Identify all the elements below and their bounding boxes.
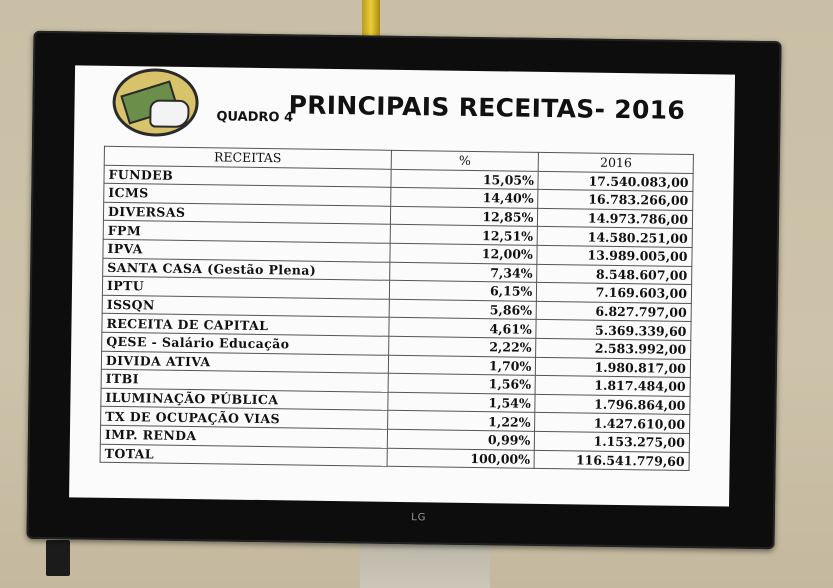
row-name: ITBI: [101, 369, 388, 392]
row-value: 7.169.603,00: [537, 283, 692, 304]
row-percent: 7,34%: [389, 262, 537, 283]
row-percent: 0,99%: [387, 429, 535, 450]
row-name: DIVERSAS: [103, 202, 390, 225]
row-value: 5.369.339,60: [536, 320, 691, 341]
row-name: DIVIDA ATIVA: [101, 351, 388, 374]
row-percent: 15,05%: [391, 169, 539, 190]
column-header-2016: 2016: [539, 152, 694, 173]
row-value: 14.580.251,00: [538, 227, 693, 248]
row-percent: 12,51%: [390, 225, 538, 246]
row-value: 16.783.266,00: [538, 190, 693, 211]
row-value: 8.548.607,00: [537, 264, 692, 285]
row-name: RECEITA DE CAPITAL: [102, 314, 389, 337]
row-percent: 1,22%: [387, 411, 535, 432]
row-percent: 12,85%: [390, 206, 538, 227]
slide-title: PRINCIPAIS RECEITAS- 2016: [288, 90, 686, 125]
row-name: FUNDEB: [104, 165, 391, 188]
column-header-percent: %: [391, 150, 539, 171]
row-percent: 2,22%: [388, 336, 536, 357]
row-value: 1.427.610,00: [535, 413, 690, 434]
row-percent: 100,00%: [387, 448, 535, 469]
hand-icon: [149, 99, 189, 128]
row-value: 13.989.005,00: [537, 245, 692, 266]
row-value: 2.583.992,00: [536, 338, 691, 359]
row-value: 1.796.864,00: [535, 394, 690, 415]
television: [26, 31, 781, 549]
row-name: IMP. RENDA: [100, 425, 387, 448]
row-percent: 1,56%: [388, 373, 536, 394]
row-name: IPVA: [103, 239, 390, 262]
row-percent: 6,15%: [389, 280, 537, 301]
row-name: TOTAL: [100, 444, 387, 467]
row-name: ILUMINAÇÃO PÚBLICA: [101, 388, 388, 411]
row-value: 17.540.083,00: [538, 171, 693, 192]
cable-plug: [46, 540, 70, 576]
row-value: 6.827.797,00: [536, 301, 691, 322]
row-name: ISSQN: [102, 295, 389, 318]
row-value: 1.153.275,00: [535, 431, 690, 452]
row-name: IPTU: [102, 276, 389, 299]
tv-screen: [69, 65, 735, 506]
revenue-table: [100, 146, 694, 471]
row-value: 1.980.817,00: [536, 357, 691, 378]
slide-label: QUADRO 4: [216, 109, 294, 126]
column-header-receitas: RECEITAS: [104, 146, 391, 169]
row-name: ICMS: [104, 183, 391, 206]
row-percent: 4,61%: [389, 318, 537, 339]
row-name: FPM: [103, 221, 390, 244]
tv-stand: [360, 544, 490, 588]
row-percent: 5,86%: [389, 299, 537, 320]
row-percent: 14,40%: [390, 187, 538, 208]
row-name: SANTA CASA (Gestão Plena): [103, 258, 390, 281]
row-name: QESE - Salário Educação: [102, 332, 389, 355]
row-value: 14.973.786,00: [538, 208, 693, 229]
hand-with-money-icon: [112, 68, 199, 137]
row-percent: 1,70%: [388, 355, 536, 376]
row-value: 1.817.484,00: [535, 375, 690, 396]
row-percent: 12,00%: [390, 243, 538, 264]
row-name: TX DE OCUPAÇÃO VIAS: [101, 407, 388, 430]
row-value: 116.541.779,60: [534, 450, 689, 471]
brand-logo: LG: [411, 512, 427, 524]
row-percent: 1,54%: [388, 392, 536, 413]
